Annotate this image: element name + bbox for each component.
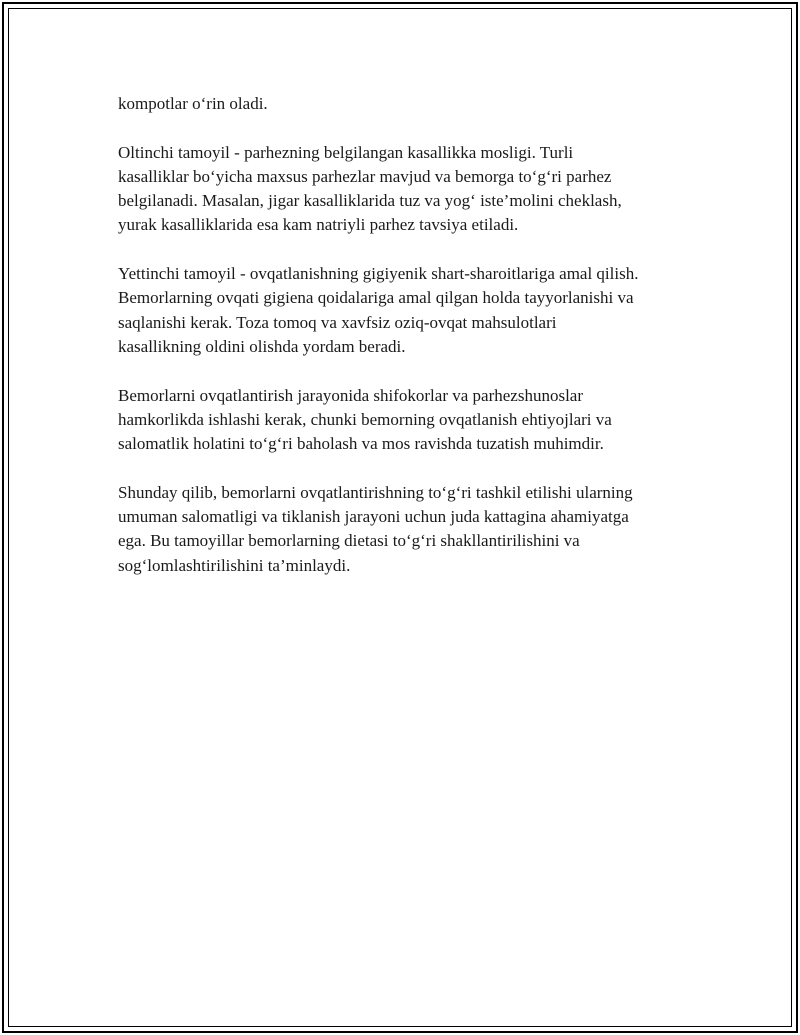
text-line: kasallikning oldini olishda yordam beradi. [118, 336, 406, 356]
text-line: hamkorlikda ishlashi kerak, chunki bemorning ovqatlanish ehtiyojlari va [118, 409, 612, 429]
document-body [118, 92, 708, 602]
text-line: belgilanadi. Masalan, jigar kasalliklarida tuz va yog‘ iste’molini cheklash, [118, 191, 622, 211]
text-line: Bemorlarni ovqatlantirish jarayonida shifokorlar va parhezshunoslar [118, 385, 583, 405]
paragraph-4 [118, 384, 708, 457]
paragraph-3 [118, 262, 708, 359]
text-line: Oltinchi tamoyil - parhezning belgilangan kasallikka mosligi. Turli [118, 142, 574, 162]
text-line: salomatlik holatini to‘g‘ri baholash va mos ravishda tuzatish muhimdir. [118, 434, 604, 454]
text-line: Bemorlarning ovqati gigiena qoidalariga amal qilgan holda tayyorlanishi va [118, 288, 634, 308]
text-line: yurak kasalliklarida esa kam natriyli parhez tavsiya etiladi. [118, 215, 519, 235]
text-line: ega. Bu tamoyillar bemorlarning dietasi to‘g‘ri shakllantirilishini va [118, 531, 580, 551]
paragraph-5 [118, 481, 708, 578]
text-line: Shunday qilib, bemorlarni ovqatlantirishning to‘g‘ri tashkil etilishi ularning [118, 482, 633, 502]
text-line: saqlanishi kerak. Toza tomoq va xavfsiz oziq-ovqat mahsulotlari [118, 312, 557, 332]
text-line: kasalliklar bo‘yicha maxsus parhezlar mavjud va bemorga to‘g‘ri parhez [118, 166, 612, 186]
paragraph-2 [118, 141, 708, 238]
paragraph-1 [118, 92, 708, 116]
text-line: kompotlar o‘rin oladi. [118, 94, 268, 113]
text-line: Yettinchi tamoyil - ovqatlanishning gigiyenik shart-sharoitlariga amal qilish. [118, 264, 639, 284]
text-line: sog‘lomlashtirilishini ta’minlaydi. [118, 555, 351, 575]
text-line: umuman salomatligi va tiklanish jarayoni uchun juda kattagina ahamiyatga [118, 507, 629, 527]
